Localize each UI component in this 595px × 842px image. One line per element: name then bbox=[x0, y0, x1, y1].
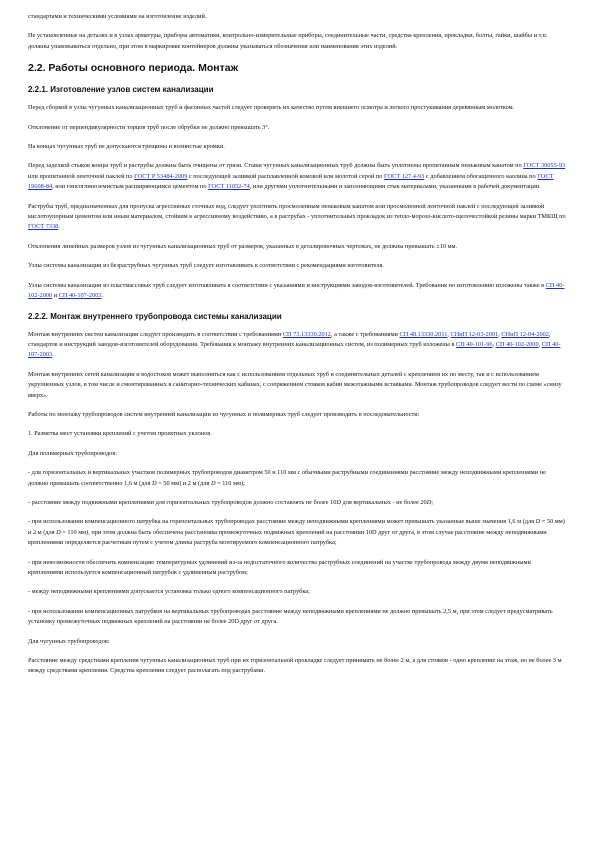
variable-text: D bbox=[426, 498, 432, 506]
paragraph bbox=[28, 607, 567, 628]
text-run: 2.2.1. Изготовление узлов систем канализации bbox=[28, 85, 214, 95]
reference-link[interactable]: ГОСТ Р 53484-2009 bbox=[134, 172, 188, 180]
paragraph bbox=[28, 281, 567, 302]
text-run: = 110 мм), при этом должна быть обеспечена расстановка промежуточных подвижных креплений на расстоянии 10D друг от друга, в этом случае расстояние между неподвижными креплениями определяется расчетным путем с учетом длины раструба монтируемого компенсационного патрубка; bbox=[28, 528, 547, 547]
text-run: 1. Разметка мест установки креплений с учетом проектных уклонов. bbox=[28, 430, 212, 438]
text-run: с последующей заливкой расплавленной комовой или молотой серой по bbox=[187, 172, 385, 180]
text-run: , bbox=[538, 340, 542, 348]
reference-link[interactable]: СНиП 12-03-2001 bbox=[450, 330, 499, 338]
text-run: . bbox=[58, 223, 60, 231]
reference-link[interactable]: СП 40-102-2000 bbox=[28, 281, 565, 300]
text-run: , или гипсоглиноземистым расширяющимся цементом по bbox=[52, 183, 209, 191]
text-run: стандартами и техническими условиями на изготовление изделий. bbox=[28, 13, 207, 20]
text-run: = 50 мм) и 2 м (для bbox=[156, 479, 211, 487]
text-run: - между неподвижными креплениями допускается установка только одного компенсационного патрубка; bbox=[28, 588, 310, 596]
text-run: На концах чугунных труб не допускаются трещины и волнистые кромки. bbox=[28, 143, 225, 151]
text-run: , стандартов и инструкций заводов-изготовителей оборудования. Требования к монтажу внутренних канализационных систем, из полимерных труб изложены в bbox=[28, 330, 551, 348]
text-run: для вертикальных - не более 20 bbox=[340, 498, 427, 506]
paragraph bbox=[28, 142, 567, 152]
text-run: , а также с требованиями bbox=[330, 330, 400, 338]
text-run: Для чугунных трубопроводов: bbox=[28, 637, 110, 645]
text-run: . bbox=[101, 292, 104, 300]
reference-link[interactable]: СП 40-107-2003 bbox=[58, 292, 102, 300]
text-run: Перед сборкой в узлы чугунных канализационных труб и фасонных частей следует проверить их качество путем внешнего осмотра и легкого простукивания деревянным молотком. bbox=[28, 104, 515, 112]
reference-link[interactable]: СП 40-107-2003 bbox=[28, 340, 561, 359]
text-run: Расстояние между средствами крепления чугунных канализационных труб при их горизонтальной прокладке следует принимать не более 2 м, а для стояков - одно крепление на этаж, но не более 3 м между средствами крепления. Средства крепления следует располагать под раструбами. bbox=[28, 657, 562, 675]
text-run: Монтаж внутренних сетей канализации и водостоков может выполняться как с использованием отдельных труб и соединительных деталей с креплением их по месту, так и с использованием укрупненных узлов, в том числе и смонтированных в санитарно-технических кабинах, с сопряжением стояков кабин межэтажными вставками. Монтаж трубопроводов следует вести по схеме «снизу вверх». bbox=[28, 370, 562, 399]
reference-link[interactable]: СП 73.13330.2012 bbox=[282, 330, 331, 338]
text-run: 2.2.2. Монтаж внутреннего трубопровода системы канализации bbox=[28, 311, 282, 321]
paragraph bbox=[28, 517, 567, 548]
text-run: = 50 мм) и 2 м (для bbox=[28, 518, 565, 536]
reference-link[interactable]: ГОСТ 127.4-93 bbox=[384, 172, 425, 180]
text-run: 2.2. Работы основного периода. Монтаж bbox=[28, 62, 239, 75]
reference-link[interactable]: ГОСТ 30055-93 bbox=[523, 162, 566, 170]
section-heading bbox=[28, 62, 567, 75]
reference-link[interactable]: СНиП 12-04-2002 bbox=[501, 330, 549, 338]
paragraph bbox=[28, 261, 567, 271]
text-run: Перед заделкой стыков концы труб и раструбы должны быть очищены от грязи. Стыки чугунных канализационных труб должны быть уплотнены пропитанным пеньковым канатом по bbox=[28, 162, 524, 170]
text-run: Для полимерных трубопроводов: bbox=[28, 449, 118, 457]
text-run: - при использовании компенсационного патрубка на горизонтальных трубопроводах расстояние между неподвижными креплениями может превышать указанные выше значения 1,6 м (для bbox=[28, 518, 536, 526]
paragraph bbox=[28, 410, 567, 420]
paragraph bbox=[28, 587, 567, 597]
subsection-heading bbox=[28, 84, 567, 95]
paragraph bbox=[28, 202, 567, 233]
text-run: Отклонение от перпендикулярности торцов труб после обрубки не должно превышать 3°. bbox=[28, 123, 270, 131]
text-run: - расстояние между подвижными креплениями для горизонтальных трубопроводов должно составлять не более 10 bbox=[28, 498, 337, 506]
paragraph bbox=[28, 370, 567, 401]
paragraph bbox=[28, 498, 567, 508]
text-run: , или другими уплотнительными и заполняющими стык материалами, указанными в рабочей документации. bbox=[249, 183, 541, 191]
reference-link[interactable]: СП 40-102-2000 bbox=[495, 340, 539, 348]
reference-link[interactable]: ГОСТ 11052-74 bbox=[208, 183, 250, 191]
paragraph bbox=[28, 637, 567, 647]
variable-text: D bbox=[535, 518, 541, 526]
text-run: Монтаж внутренних систем канализации следует производить в соответствии с требованиями bbox=[28, 330, 283, 338]
text-run: = 110 мм); bbox=[215, 479, 245, 487]
variable-text: D bbox=[56, 528, 61, 536]
paragraph bbox=[28, 449, 567, 459]
text-run: Отклонения линейных размеров узлов из чугунных канализационных труб от размеров, указанных в деталировочных чертежах, не должны превышать ±10 мм. bbox=[28, 242, 458, 250]
text-run: - для горизонтальных и вертикальных участков полимерных трубопроводов диаметром 50 и 110 мм с обычными раструбными соединениями расстояние между неподвижными креплениями не должно превышать соответственно 1,6 м (для bbox=[28, 469, 546, 487]
reference-link[interactable]: СП 48.13330.2011 bbox=[399, 330, 448, 338]
text-run: Узлы системы канализации из безраструбных чугунных труб следует изготавливать в соответствии с рекомендациями изготовителя. bbox=[28, 262, 385, 270]
text-run: , bbox=[498, 330, 502, 338]
paragraph bbox=[28, 123, 567, 133]
paragraph bbox=[28, 656, 567, 677]
paragraph bbox=[28, 103, 567, 113]
text-run: Раструбы труб, предназначенных для пропуска агрессивных сточных вод, следует уплотнять просмоленным пеньковым канатом или просмоленной ленточной паклей с последующей заливкой кислотоупорным цементом или иным материалом, стойким к агрессивному воздействию, а в раструбах - уплотнительных прокладок из тепло-морозо-кислото-щелочестойкой резины марки ТМКЩ по bbox=[28, 202, 566, 221]
text-run: , bbox=[492, 340, 496, 348]
variable-text: D bbox=[210, 479, 216, 487]
paragraph bbox=[28, 31, 567, 52]
text-run: или пропитанной ленточной паклей по bbox=[28, 172, 135, 180]
paragraph bbox=[28, 429, 567, 439]
text-run: - при невозможности обеспечить компенсацию температурных удлинений из-за недостаточного количества раструбных соединений на участке трубопровода между двумя неподвижными креплениями используется компенсационный патрубок с удлиненным раструбом; bbox=[28, 558, 531, 576]
reference-link[interactable]: СП 40-101-96 bbox=[456, 340, 493, 348]
paragraph bbox=[28, 12, 567, 22]
subsection-heading bbox=[28, 311, 567, 322]
paragraph bbox=[28, 468, 567, 489]
text-run: Не установленные на деталях и в узлах арматуры, приборы автоматики, контрольно-измерительные приборы, соединительные части, средства крепления, прокладки, болты, гайки, шайбы и т.п. должны упаковываться отдельно, при этом в маркировке контейнеров должны указываться обозначения или наименования этих изделий. bbox=[28, 32, 548, 50]
text-run: , bbox=[447, 330, 451, 338]
text-run: Узлы системы канализации из пластмассовых труб следует изготавливать в соответствии с указаниями и инструкциями заводов-изготовителей. Требования по изготовлению изложены также в bbox=[28, 281, 546, 289]
variable-text: D bbox=[336, 498, 341, 506]
text-run: - при использовании компенсационных патрубков на вертикальных трубопроводах расстояние между неподвижными креплениями не должно превышать 2,5 м, при этом следует предусматривать установку промежуточных подвижных креплений на расстоянии не более 20D друг от друга. bbox=[28, 607, 553, 626]
paragraph bbox=[28, 558, 567, 579]
paragraph bbox=[28, 161, 567, 192]
reference-link[interactable]: ГОСТ 7338 bbox=[28, 223, 59, 231]
text-run: ; bbox=[431, 498, 434, 506]
paragraph bbox=[28, 242, 567, 252]
text-run: с добавлением обогащенного каолина по bbox=[424, 172, 538, 180]
variable-text: D bbox=[152, 479, 157, 487]
text-run: Работы по монтажу трубопроводов систем внутренней канализации из чугунных и полимерных труб следует производить в последовательности: bbox=[28, 410, 420, 418]
reference-link[interactable]: ГОСТ 19608-84 bbox=[28, 172, 554, 191]
text-run: . bbox=[52, 351, 54, 359]
text-run: и bbox=[52, 292, 59, 300]
paragraph bbox=[28, 330, 567, 361]
